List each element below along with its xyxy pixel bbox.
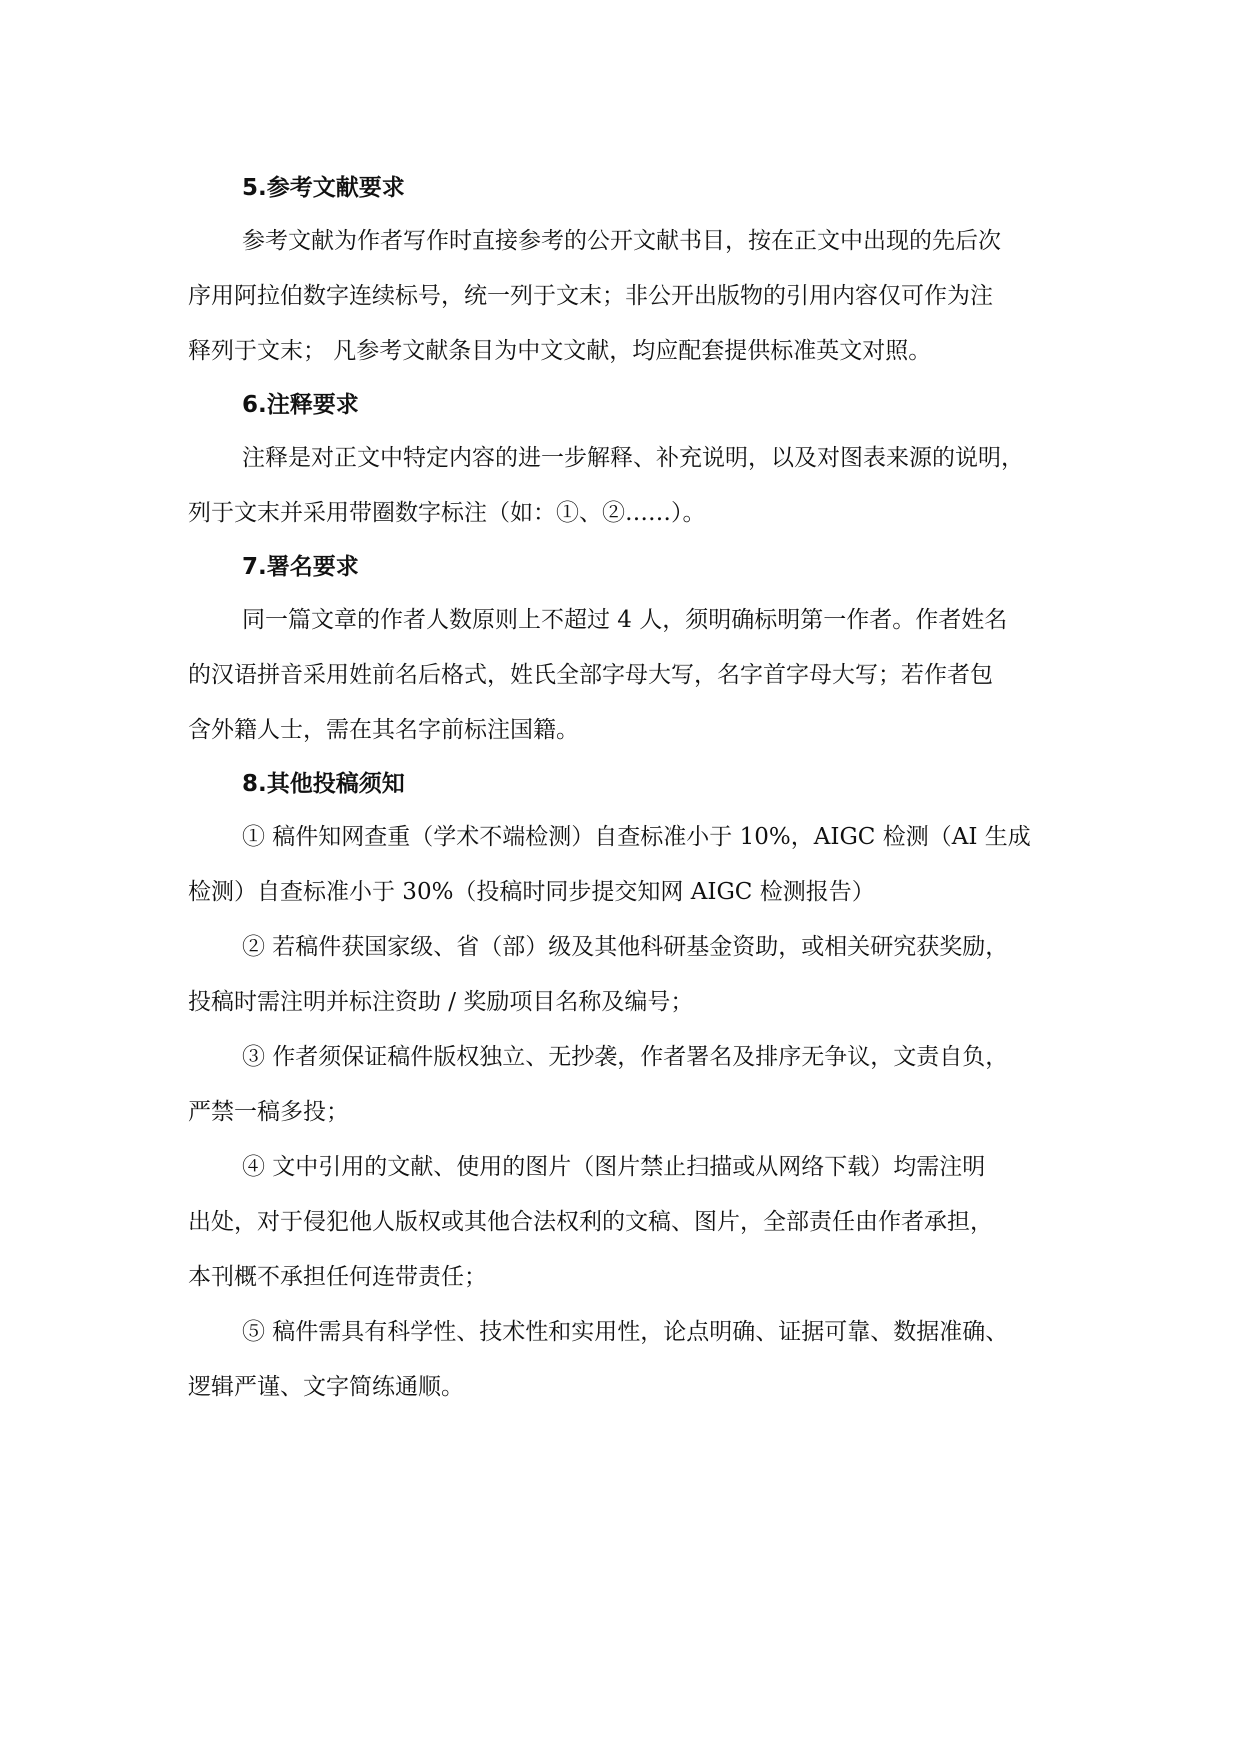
list-item xyxy=(188,920,1055,1030)
text-line: ② 若稿件获国家级、省（部）级及其他科研基金资助，或相关研究获奖励， xyxy=(242,934,1009,960)
section-authorship xyxy=(188,541,1055,758)
text-line: 出处，对于侵犯他人版权或其他合法权利的文稿、图片，全部责任由作者承担， xyxy=(188,1209,993,1235)
paragraph xyxy=(188,593,1055,758)
list-item xyxy=(188,1140,1055,1305)
section-heading: 8.其他投稿须知 xyxy=(242,771,405,797)
text-line: 投稿时需注明并标注资助 / 奖励项目名称及编号； xyxy=(188,989,694,1015)
list-item xyxy=(188,1305,1055,1415)
text-line: ③ 作者须保证稿件版权独立、无抄袭，作者署名及排序无争议，文责自负， xyxy=(242,1044,1009,1070)
text-line: ④ 文中引用的文献、使用的图片（图片禁止扫描或从网络下载）均需注明 xyxy=(242,1154,986,1180)
paragraph xyxy=(188,431,1055,541)
text-line: 本刊概不承担任何连带责任； xyxy=(188,1264,487,1290)
document-page xyxy=(188,162,1055,1415)
text-line: 检测）自查标准小于 30%（投稿时同步提交知网 AIGC 检测报告） xyxy=(188,879,875,905)
text-line: 序用阿拉伯数字连续标号，统一列于文末；非公开出版物的引用内容仅可作为注 xyxy=(188,283,993,309)
list-item xyxy=(188,1030,1055,1140)
section-submission-notes xyxy=(188,758,1055,1415)
text-line: 逻辑严谨、文字简练通顺。 xyxy=(188,1374,464,1400)
text-line: 严禁一稿多投； xyxy=(188,1099,349,1125)
paragraph xyxy=(188,214,1055,379)
section-heading: 5.参考文献要求 xyxy=(242,175,405,201)
text-line: ⑤ 稿件需具有科学性、技术性和实用性，论点明确、证据可靠、数据准确、 xyxy=(242,1319,1009,1345)
section-heading: 7.署名要求 xyxy=(242,554,359,580)
section-notes xyxy=(188,379,1055,541)
text-line: 注释是对正文中特定内容的进一步解释、补充说明，以及对图表来源的说明， xyxy=(242,445,1024,471)
text-line: 参考文献为作者写作时直接参考的公开文献书目，按在正文中出现的先后次 xyxy=(242,228,1001,254)
text-line: 释列于文末； 凡参考文献条目为中文文献，均应配套提供标准英文对照。 xyxy=(188,338,932,364)
text-line: 的汉语拼音采用姓前名后格式，姓氏全部字母大写，名字首字母大写；若作者包 xyxy=(188,662,993,688)
text-line: 含外籍人士，需在其名字前标注国籍。 xyxy=(188,717,579,743)
list-item xyxy=(188,810,1055,920)
text-line: 列于文末并采用带圈数字标注（如：①、②……）。 xyxy=(188,500,706,526)
text-line: 同一篇文章的作者人数原则上不超过 4 人，须明确标明第一作者。作者姓名 xyxy=(242,607,1008,633)
section-references xyxy=(188,162,1055,379)
section-heading: 6.注释要求 xyxy=(242,392,359,418)
text-line: ① 稿件知网查重（学术不端检测）自查标准小于 10%，AIGC 检测（AI 生成 xyxy=(242,824,1031,850)
